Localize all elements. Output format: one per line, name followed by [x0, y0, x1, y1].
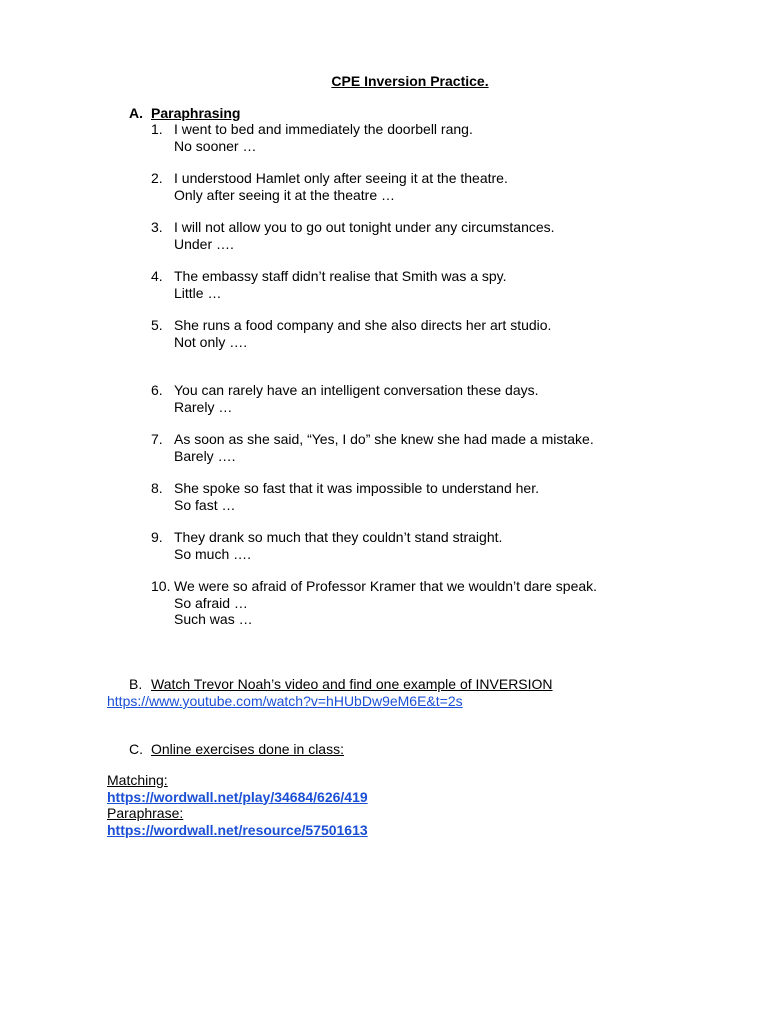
item-prompt: Under ….	[174, 235, 234, 252]
item-prompt: So fast …	[174, 496, 236, 513]
section-c-letter: C.	[129, 741, 143, 757]
online-exercises-list	[107, 772, 368, 838]
document-title: CPE Inversion Practice.	[331, 73, 489, 89]
section-a-heading	[129, 105, 240, 121]
item-number: 9.	[151, 529, 163, 545]
youtube-link[interactable]: https://www.youtube.com/watch?v=hHUbDw9eM6E&t=2s	[107, 693, 463, 709]
item-prompt: Not only ….	[174, 333, 248, 350]
item-prompt: Only after seeing it at the theatre …	[174, 186, 396, 203]
item-sentence: I understood Hamlet only after seeing it at the theatre.	[174, 170, 508, 186]
section-b-label: Watch Trevor Noah’s video and find one example of INVERSION	[151, 676, 553, 692]
item-number: 2.	[151, 170, 163, 186]
item-prompt: Such was …	[174, 611, 253, 627]
section-b-heading	[129, 676, 553, 692]
section-b-letter: B.	[129, 676, 143, 692]
item-prompt: Little …	[174, 284, 222, 301]
matching-label: Matching:	[107, 772, 168, 788]
item-prompt: So afraid …	[174, 594, 248, 611]
item-number: 5.	[151, 317, 163, 333]
item-sentence: She spoke so fast that it was impossible to understand her.	[174, 480, 539, 496]
item-sentence: The embassy staff didn’t realise that Smith was a spy.	[174, 268, 507, 284]
item-number: 1.	[151, 121, 163, 137]
matching-link[interactable]: https://wordwall.net/play/34684/626/419	[107, 788, 368, 805]
item-sentence: I will not allow you to go out tonight under any circumstances.	[174, 219, 555, 235]
item-number: 4.	[151, 268, 163, 284]
item-prompt: Rarely …	[174, 398, 233, 415]
item-prompt: Barely ….	[174, 447, 236, 464]
item-number: 7.	[151, 431, 163, 447]
item-sentence: They drank so much that they couldn’t stand straight.	[174, 529, 503, 545]
item-prompt: No sooner …	[174, 137, 257, 154]
item-number: 8.	[151, 480, 163, 496]
item-sentence: As soon as she said, “Yes, I do” she knew she had made a mistake.	[174, 431, 594, 447]
paraphrase-link[interactable]: https://wordwall.net/resource/57501613	[107, 821, 368, 838]
item-number: 10.	[151, 578, 171, 594]
section-a-letter: A.	[129, 105, 143, 121]
item-number: 3.	[151, 219, 163, 235]
item-sentence: I went to bed and immediately the doorbell rang.	[174, 121, 473, 137]
item-sentence: You can rarely have an intelligent conversation these days.	[174, 382, 539, 398]
section-a-label: Paraphrasing	[151, 105, 241, 121]
item-prompt: So much ….	[174, 545, 252, 562]
section-c-heading	[129, 741, 344, 757]
item-sentence: She runs a food company and she also directs her art studio.	[174, 317, 552, 333]
section-c-label: Online exercises done in class:	[151, 741, 344, 757]
item-number: 6.	[151, 382, 163, 398]
item-sentence: We were so afraid of Professor Kramer that we wouldn’t dare speak.	[174, 578, 598, 594]
paraphrase-label: Paraphrase:	[107, 805, 184, 821]
